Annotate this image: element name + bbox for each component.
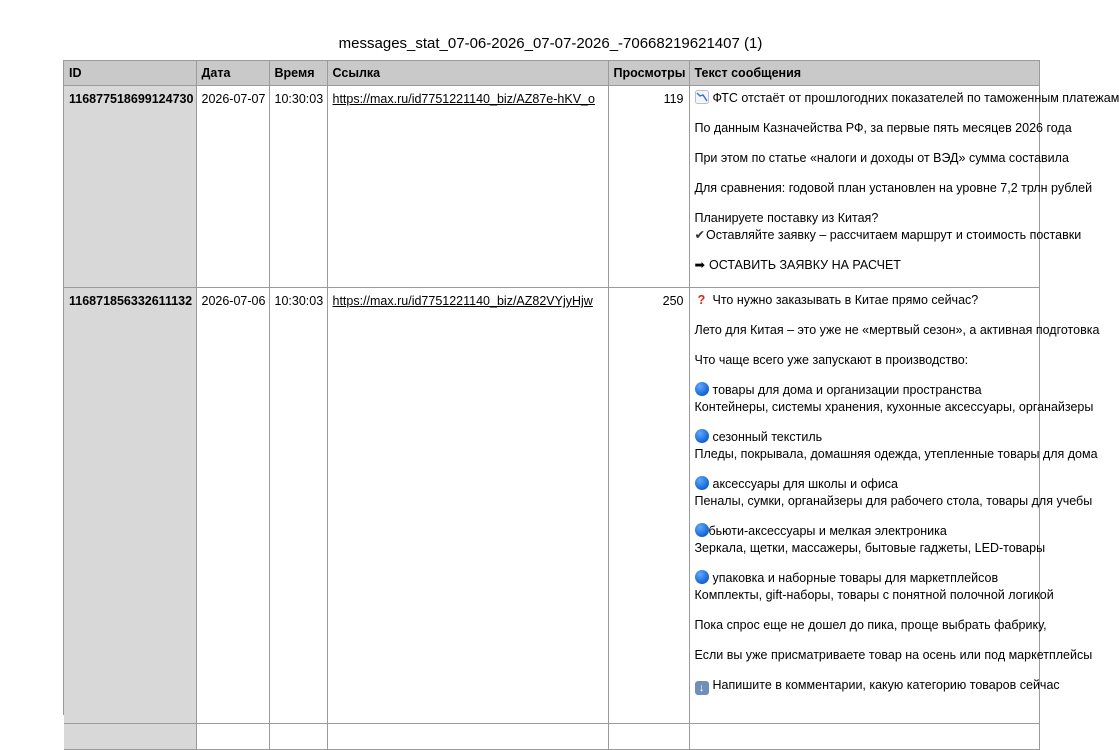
list-item-title [695,570,1034,587]
list-item-title [695,429,1034,446]
blue-circle-icon [695,570,709,584]
message-paragraph [695,90,1034,107]
column-header-id[interactable]: ID [64,61,196,86]
message-text-cell[interactable] [689,288,1039,724]
list-item-title-text: упаковка и наборные товары для маркетплейсов [713,571,999,585]
message-paragraph: Лето для Китая – это уже не «мертвый сезон», а активная подготовка [695,322,1034,339]
message-paragraph: Для сравнения: годовой план установлен на уровне 7,2 трлн рублей [695,180,1034,197]
message-paragraph: При этом по статье «налоги и доходы от ВЭД» сумма составила [695,150,1034,167]
views-cell[interactable]: 250 [608,288,689,724]
header-row [64,61,1039,86]
table-row [64,86,1039,288]
message-paragraph-text: ФТС отстаёт от прошлогодних показателей по таможенным платежам [713,91,1119,105]
message-link[interactable]: https://max.ru/id7751221140_biz/AZ82VYjyHjw [333,294,593,308]
list-item-description: Пеналы, сумки, органайзеры для рабочего стола, товары для учебы [695,493,1034,510]
call-to-action-text: ОСТАВИТЬ ЗАЯВКУ НА РАСЧЕТ [709,258,901,272]
list-item-title-text: товары для дома и организации пространства [713,383,982,397]
down-arrow-icon: ↓ [695,681,709,695]
document-title: messages_stat_07-06-2026_07-07-2026_-70668219621407 (1) [0,35,1101,53]
time-cell[interactable] [269,724,327,750]
id-cell[interactable] [64,724,196,750]
message-paragraph: Если вы уже присматриваете товар на осень или под маркетплейсы [695,647,1034,664]
link-cell[interactable] [327,288,608,724]
question-mark-icon: ? [695,292,709,309]
list-item-title [695,476,1034,493]
table-row [64,288,1039,724]
table-row [64,724,1039,750]
link-cell[interactable] [327,724,608,750]
messages-table [64,60,1040,750]
blue-circle-icon [695,476,709,490]
column-header-views[interactable]: Просмотры [608,61,689,86]
list-item-title [695,382,1034,399]
column-header-text[interactable]: Текст сообщения [689,61,1039,86]
message-paragraph-text: Напишите в комментарии, какую категорию товаров сейчас [713,678,1060,692]
message-paragraph: По данным Казначейства РФ, за первые пять месяцев 2026 года [695,120,1034,137]
views-cell[interactable]: 119 [608,86,689,288]
message-paragraph [695,677,1034,695]
list-item-title-text: бьюти-аксессуары и мелкая электроника [709,524,947,538]
message-link[interactable]: https://max.ru/id7751221140_biz/AZ87e-hKV_o [333,92,595,106]
list-item-title-text: сезонный текстиль [713,430,823,444]
message-paragraph-text: Оставляйте заявку – рассчитаем маршрут и стоимость поставки [706,228,1081,242]
message-text-cell[interactable] [689,724,1039,750]
blue-circle-icon [695,523,709,537]
date-cell[interactable]: 2026-07-07 [196,86,269,288]
time-cell[interactable]: 10:30:03 [269,86,327,288]
column-header-link[interactable]: Ссылка [327,61,608,86]
sheet-area[interactable] [63,60,1039,715]
column-header-date[interactable]: Дата [196,61,269,86]
message-text-cell[interactable] [689,86,1039,288]
message-paragraph: Планируете поставку из Китая? [695,210,1034,227]
message-paragraph-text: Что нужно заказывать в Китае прямо сейчас? [713,293,979,307]
id-cell[interactable]: 116877518699124730 [64,86,196,288]
list-item-description: Комплекты, gift-наборы, товары с понятной полочной логикой [695,587,1034,604]
message-paragraph [695,257,1034,274]
date-cell[interactable]: 2026-07-06 [196,288,269,724]
column-header-time[interactable]: Время [269,61,327,86]
id-cell[interactable]: 116871856332611132 [64,288,196,724]
time-cell[interactable]: 10:30:03 [269,288,327,724]
list-item-title-text: аксессуары для школы и офиса [713,477,899,491]
right-arrow-icon: ➡ [695,258,705,272]
message-paragraph: Пока спрос еще не дошел до пика, проще выбрать фабрику, [695,617,1034,634]
blue-circle-icon [695,429,709,443]
views-cell[interactable] [608,724,689,750]
list-item-title [695,523,1034,540]
list-item-description: Контейнеры, системы хранения, кухонные аксессуары, органайзеры [695,399,1034,416]
chart-decreasing-icon [695,90,709,104]
list-item-description: Пледы, покрывала, домашняя одежда, утепленные товары для дома [695,446,1034,463]
message-paragraph: Что чаще всего уже запускают в производство: [695,352,1034,369]
blue-circle-icon [695,382,709,396]
link-cell[interactable] [327,86,608,288]
message-paragraph [695,227,1034,244]
message-paragraph [695,292,1034,309]
check-mark-icon: ✔ [695,228,705,242]
list-item-description: Зеркала, щетки, массажеры, бытовые гаджеты, LED-товары [695,540,1034,557]
date-cell[interactable] [196,724,269,750]
